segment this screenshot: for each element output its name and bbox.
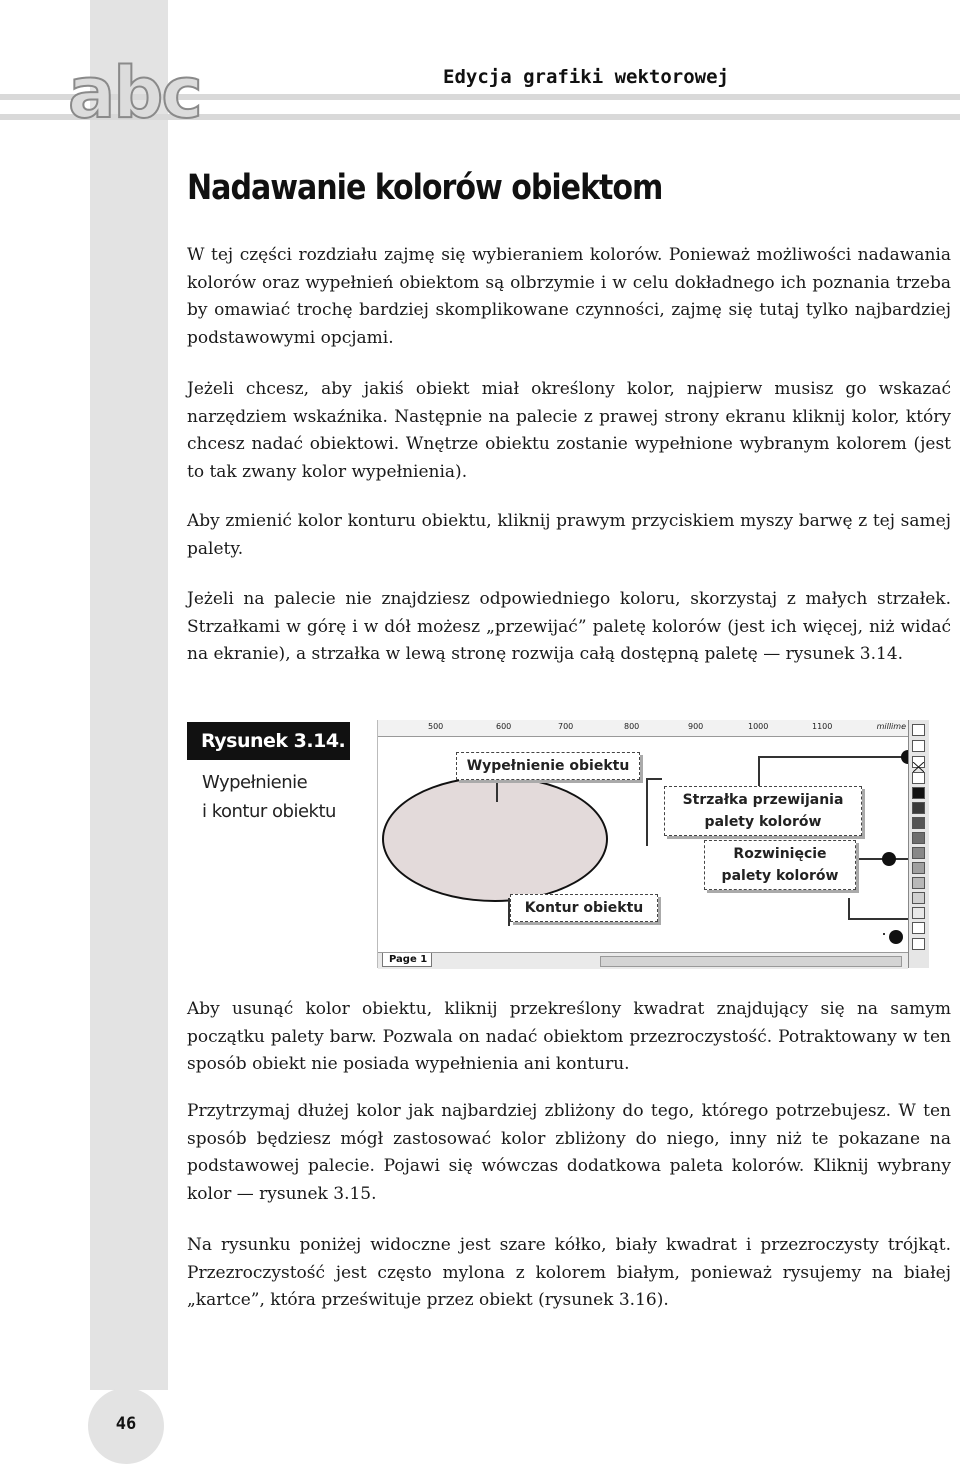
abc-logo: abc xyxy=(68,52,201,134)
paragraph-3: Aby zmienić kolor konturu obiektu, kliknij prawym przyciskiem myszy barwę z tej samej palety. xyxy=(187,511,951,559)
leader-line xyxy=(848,898,850,918)
paragraph-1: W tej części rozdziału zajmę się wybieraniem kolorów. Ponieważ możliwości nadawania kolorów oraz wypełnień obiektom są olbrzymie i w celu dokładnego ich poznania trzeba by omawiać trochę bardziej skomplikowane czynności, zajmę się tutaj tylko najbardziej podstawowymi opcjami. xyxy=(187,245,951,348)
ruler-unit: millime xyxy=(876,722,906,731)
callout-scroll-arrow xyxy=(664,786,862,836)
callout-fill: Wypełnienie obiektu xyxy=(456,752,640,780)
left-margin-band xyxy=(90,0,168,1390)
palette-swatch[interactable] xyxy=(912,862,925,874)
callout-scroll-arrow-line-1: Strzałka przewijania xyxy=(682,792,844,808)
figure-caption-line-1: Wypełnienie xyxy=(202,772,308,793)
palette-swatch[interactable] xyxy=(912,877,925,889)
paragraph-6: Przytrzymaj dłużej kolor jak najbardziej zbliżony do tego, którego potrzebujesz. W ten sposób będziesz mógł zastosować kolor zbliżony do niego, inny niż te pokazane na podstawowej palecie. Pojawi się wówczas dodatkowa paleta kolorów. Kliknij wybrany kolor — rysunek 3.15. xyxy=(187,1101,951,1204)
no-color-swatch-icon[interactable] xyxy=(912,756,925,768)
callout-expand-line-1: Rozwinięcie xyxy=(733,846,827,862)
running-head: Edycja grafiki wektorowej xyxy=(443,66,729,88)
callout-dot xyxy=(889,930,903,944)
palette-swatch[interactable] xyxy=(912,787,925,799)
leader-line xyxy=(646,778,662,780)
document-statusbar xyxy=(378,952,908,969)
palette-swatch[interactable] xyxy=(912,772,925,784)
ruler-tick: 900 xyxy=(688,722,704,731)
filled-ellipse[interactable] xyxy=(382,776,608,902)
palette-expand-arrow-icon[interactable] xyxy=(912,724,925,736)
palette-swatch[interactable] xyxy=(912,832,925,844)
palette-swatch[interactable] xyxy=(912,892,925,904)
paragraph-7: Na rysunku poniżej widoczne jest szare kółko, biały kwadrat i przezroczysty trójkąt. Przezroczystość jest często mylona z kolorem białym, ponieważ rysujemy na białej „kartce”, która prześwituje przez obiekt (rysunek 3.16). xyxy=(187,1235,951,1310)
palette-swatch[interactable] xyxy=(912,802,925,814)
color-palette xyxy=(908,720,929,968)
callout-dot xyxy=(882,852,896,866)
figure-screenshot xyxy=(377,720,927,968)
figure-label: Rysunek 3.14. xyxy=(187,722,350,760)
cross-icon xyxy=(913,762,924,772)
callout-expand xyxy=(704,840,856,890)
leader-line xyxy=(883,933,885,935)
ruler-tick: 700 xyxy=(558,722,574,731)
page-number: 46 xyxy=(115,1414,137,1434)
figure-caption-line-2: i kontur obiektu xyxy=(202,801,336,822)
ruler-tick: 1000 xyxy=(748,722,769,731)
page-tab[interactable]: Page 1 xyxy=(382,953,432,967)
callout-expand-line-2: palety kolorów xyxy=(721,868,839,884)
ruler-tick: 1100 xyxy=(812,722,833,731)
palette-swatch[interactable] xyxy=(912,847,925,859)
ruler-tick: 600 xyxy=(496,722,512,731)
palette-scroll-down-icon[interactable] xyxy=(912,938,925,950)
palette-swatch[interactable] xyxy=(912,907,925,919)
leader-line xyxy=(646,778,648,846)
paragraph-4: Jeżeli na palecie nie znajdziesz odpowiedniego koloru, skorzystaj z małych strzałek. Strzałkami w górę i w dół możesz „przewijać” paletę kolorów (jest ich więcej, niż widać na ekranie), a strzałka w lewą stronę rozwija całą dostępną paletę — rysunek 3.14. xyxy=(187,589,951,664)
leader-line xyxy=(848,858,908,860)
leader-line xyxy=(848,918,908,920)
palette-swatch[interactable] xyxy=(912,817,925,829)
paragraph-2: Jeżeli chcesz, aby jakiś obiekt miał określony kolor, najpierw musisz go wskazać narzędziem wskaźnika. Następnie na palecie z prawej strony ekranu kliknij kolor, który chcesz nadać obiektowi. Wnętrze obiektu zostanie wypełnione wybranym kolorem (jest to tak zwany kolor wypełnienia). xyxy=(187,379,951,482)
figure-caption xyxy=(202,768,372,826)
paragraph-5: Aby usunąć kolor obiektu, kliknij przekreślony kwadrat znajdujący się na samym początku palety barw. Pozwala on nadać obiektom przezroczystość. Potraktowany w ten sposób obiekt nie posiada wypełnienia ani konturu. xyxy=(187,999,951,1074)
callout-scroll-arrow-line-2: palety kolorów xyxy=(704,814,822,830)
callout-outline: Kontur obiektu xyxy=(510,894,658,922)
palette-swatch[interactable] xyxy=(912,922,925,934)
horizontal-scrollbar[interactable] xyxy=(600,956,902,967)
section-title: Nadawanie kolorów obiektom xyxy=(187,168,663,208)
ruler-tick: 500 xyxy=(428,722,444,731)
leader-line xyxy=(758,756,908,758)
horizontal-ruler xyxy=(378,720,908,737)
ruler-tick: 800 xyxy=(624,722,640,731)
palette-scroll-up-icon[interactable] xyxy=(912,740,925,752)
